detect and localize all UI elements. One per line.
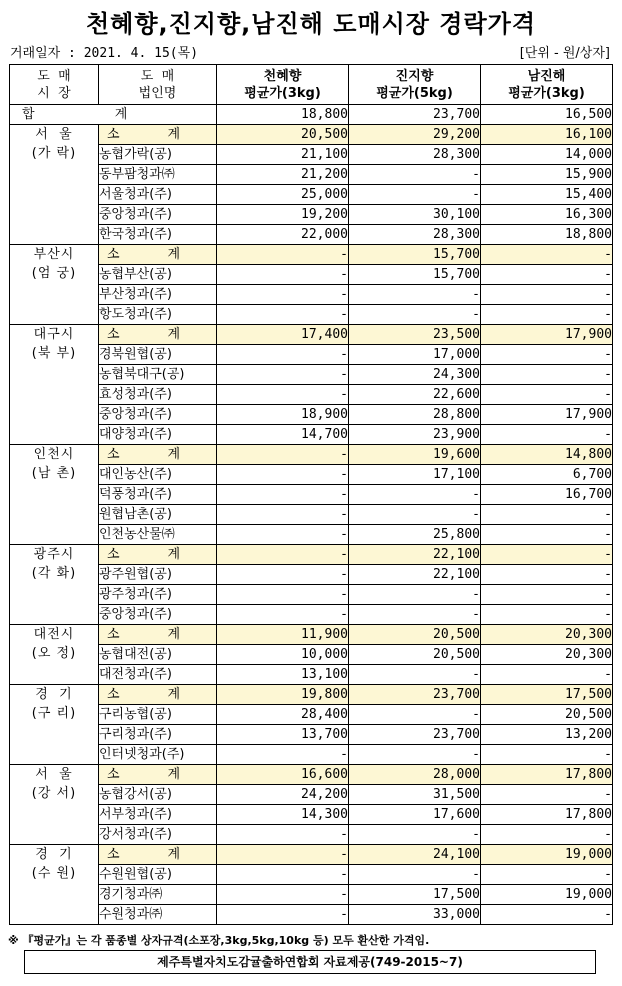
price-namjin: 17,900 xyxy=(481,405,613,425)
price-namjin: 20,300 xyxy=(481,625,613,645)
price-jinji: 31,500 xyxy=(349,785,481,805)
price-namjin: 17,800 xyxy=(481,805,613,825)
total-cheonhye: 18,800 xyxy=(217,105,349,125)
price-cheonhye: 19,800 xyxy=(217,685,349,705)
price-namjin: 19,000 xyxy=(481,885,613,905)
price-cheonhye: 13,700 xyxy=(217,725,349,745)
table-row xyxy=(10,725,613,745)
subtotal-label xyxy=(99,685,217,705)
price-jinji: - xyxy=(349,665,481,685)
table-row xyxy=(10,485,613,505)
price-jinji: - xyxy=(349,285,481,305)
price-namjin: - xyxy=(481,745,613,765)
subtotal-label-b: 계 xyxy=(167,547,182,562)
price-cheonhye: - xyxy=(217,905,349,925)
price-namjin: 16,700 xyxy=(481,485,613,505)
subtotal-label-b: 계 xyxy=(167,847,182,862)
table-row xyxy=(10,345,613,365)
price-namjin: 16,100 xyxy=(481,125,613,145)
subtotal-label-a: 소 xyxy=(107,127,122,142)
price-cheonhye: - xyxy=(217,305,349,325)
corp-name: 서부청과(주) xyxy=(99,805,217,825)
corp-name: 구리청과(주) xyxy=(99,725,217,745)
table-row xyxy=(10,265,613,285)
corp-name: 중앙청과(주) xyxy=(99,205,217,225)
table-row xyxy=(10,905,613,925)
subtotal-label-text xyxy=(99,125,182,144)
table-row xyxy=(10,525,613,545)
subtotal-label-text xyxy=(99,545,182,564)
subtotal-label xyxy=(99,125,217,145)
table-row xyxy=(10,185,613,205)
trade-date: 거래일자 : 2021. 4. 15(목) xyxy=(10,46,199,61)
market-name: 부산시 (엄 궁) xyxy=(10,245,99,325)
price-namjin: - xyxy=(481,285,613,305)
corp-name: 구리농협(공) xyxy=(99,705,217,725)
table-row xyxy=(10,205,613,225)
price-namjin: - xyxy=(481,905,613,925)
corp-name: 대양청과(주) xyxy=(99,425,217,445)
price-namjin: 17,900 xyxy=(481,325,613,345)
price-cheonhye: - xyxy=(217,445,349,465)
price-jinji: - xyxy=(349,705,481,725)
table-row xyxy=(10,165,613,185)
price-namjin: 18,800 xyxy=(481,225,613,245)
price-cheonhye: 14,300 xyxy=(217,805,349,825)
price-jinji: 29,200 xyxy=(349,125,481,145)
footnote: ※ 『평균가』는 각 품종별 상자규격(소포장,3kg,5kg,10kg 등) 모두 환산한 가격임. xyxy=(8,934,430,947)
price-namjin: - xyxy=(481,785,613,805)
market-name: 서 울 (강 서) xyxy=(10,765,99,845)
subtotal-row xyxy=(10,325,613,345)
price-jinji: - xyxy=(349,305,481,325)
price-jinji: 17,100 xyxy=(349,465,481,485)
price-jinji: - xyxy=(349,825,481,845)
price-cheonhye: 21,200 xyxy=(217,165,349,185)
price-jinji: 25,800 xyxy=(349,525,481,545)
price-namjin: - xyxy=(481,385,613,405)
price-namjin: - xyxy=(481,605,613,625)
table-row xyxy=(10,225,613,245)
subtotal-row xyxy=(10,625,613,645)
corp-name: 덕풍청과(주) xyxy=(99,485,217,505)
corp-name: 광주청과(주) xyxy=(99,585,217,605)
price-jinji: 30,100 xyxy=(349,205,481,225)
price-namjin: - xyxy=(481,825,613,845)
price-namjin: - xyxy=(481,425,613,445)
table-row xyxy=(10,645,613,665)
price-jinji: 17,000 xyxy=(349,345,481,365)
subtotal-label-text xyxy=(99,845,182,864)
price-table xyxy=(9,64,613,925)
subtotal-row xyxy=(10,125,613,145)
corp-name: 인천농산물㈜ xyxy=(99,525,217,545)
price-cheonhye: 14,700 xyxy=(217,425,349,445)
unit-label: [단위 - 원/상자] xyxy=(519,46,610,61)
price-jinji: 20,500 xyxy=(349,645,481,665)
page-title: 천혜향,진지향,남진해 도매시장 경락가격 xyxy=(85,10,537,38)
price-cheonhye: - xyxy=(217,525,349,545)
price-cheonhye: - xyxy=(217,245,349,265)
total-namjin: 16,500 xyxy=(481,105,613,125)
price-jinji: 24,300 xyxy=(349,365,481,385)
price-jinji: - xyxy=(349,485,481,505)
price-jinji: 23,700 xyxy=(349,685,481,705)
market-name: 광주시 (각 화) xyxy=(10,545,99,625)
corp-name: 농협강서(공) xyxy=(99,785,217,805)
corp-name: 농협북대구(공) xyxy=(99,365,217,385)
subtotal-label-b: 계 xyxy=(167,247,182,262)
price-jinji: - xyxy=(349,585,481,605)
price-cheonhye: 13,100 xyxy=(217,665,349,685)
table-row xyxy=(10,585,613,605)
price-jinji: 23,900 xyxy=(349,425,481,445)
price-cheonhye: - xyxy=(217,545,349,565)
corp-name: 인터넷청과(주) xyxy=(99,745,217,765)
corp-name: 대전청과(주) xyxy=(99,665,217,685)
market-name: 경 기 (구 리) xyxy=(10,685,99,765)
price-namjin: - xyxy=(481,565,613,585)
market-name: 인천시 (남 촌) xyxy=(10,445,99,545)
table-row xyxy=(10,145,613,165)
price-cheonhye: - xyxy=(217,865,349,885)
price-jinji: 20,500 xyxy=(349,625,481,645)
price-cheonhye: - xyxy=(217,265,349,285)
price-cheonhye: - xyxy=(217,285,349,305)
price-namjin: - xyxy=(481,505,613,525)
price-namjin: - xyxy=(481,365,613,385)
price-jinji: 15,700 xyxy=(349,245,481,265)
price-jinji: 22,600 xyxy=(349,385,481,405)
subtotal-label-text xyxy=(99,325,182,344)
corp-name: 항도청과(주) xyxy=(99,305,217,325)
subtotal-label-b: 계 xyxy=(167,687,182,702)
market-name: 대구시 (북 부) xyxy=(10,325,99,445)
price-namjin: 13,200 xyxy=(481,725,613,745)
price-jinji: 15,700 xyxy=(349,265,481,285)
corp-name: 동부팜청과㈜ xyxy=(99,165,217,185)
subtotal-label-text xyxy=(99,765,182,784)
corp-name: 광주원협(공) xyxy=(99,565,217,585)
subtotal-label-a: 소 xyxy=(107,327,122,342)
price-cheonhye: 17,400 xyxy=(217,325,349,345)
price-cheonhye: - xyxy=(217,485,349,505)
price-jinji: - xyxy=(349,505,481,525)
table-row xyxy=(10,605,613,625)
price-namjin: - xyxy=(481,865,613,885)
price-cheonhye: - xyxy=(217,885,349,905)
corp-name: 중앙청과(주) xyxy=(99,605,217,625)
corp-name: 농협대전(공) xyxy=(99,645,217,665)
price-cheonhye: 18,900 xyxy=(217,405,349,425)
table-row xyxy=(10,365,613,385)
header-corp: 도 매 법인명 xyxy=(99,65,217,105)
price-cheonhye: 11,900 xyxy=(217,625,349,645)
subtotal-label-a: 소 xyxy=(107,627,122,642)
source-credit: 제주특별자치도감귤출하연합회 자료제공(749-2015~7) xyxy=(24,950,596,974)
table-row xyxy=(10,865,613,885)
table-row xyxy=(10,405,613,425)
subtotal-label xyxy=(99,845,217,865)
subtotal-row xyxy=(10,445,613,465)
price-cheonhye: - xyxy=(217,365,349,385)
price-cheonhye: 20,500 xyxy=(217,125,349,145)
price-cheonhye: - xyxy=(217,825,349,845)
price-cheonhye: 16,600 xyxy=(217,765,349,785)
price-jinji: 28,300 xyxy=(349,145,481,165)
price-namjin: - xyxy=(481,585,613,605)
corp-name: 수원원협(공) xyxy=(99,865,217,885)
header-market: 도 매 시 장 xyxy=(10,65,99,105)
price-namjin: - xyxy=(481,305,613,325)
table-row xyxy=(10,465,613,485)
header-jinji: 진지향 평균가(5kg) xyxy=(349,65,481,105)
subtotal-label-a: 소 xyxy=(107,687,122,702)
price-namjin: - xyxy=(481,265,613,285)
price-namjin: 19,000 xyxy=(481,845,613,865)
price-namjin: 15,400 xyxy=(481,185,613,205)
subtotal-label-text xyxy=(99,445,182,464)
price-cheonhye: 10,000 xyxy=(217,645,349,665)
total-label-a: 합 xyxy=(22,107,35,122)
price-jinji: 23,500 xyxy=(349,325,481,345)
price-jinji: - xyxy=(349,185,481,205)
subtotal-label xyxy=(99,625,217,645)
table-row xyxy=(10,745,613,765)
price-cheonhye: 25,000 xyxy=(217,185,349,205)
price-jinji: - xyxy=(349,605,481,625)
market-name: 서 울 (가 락) xyxy=(10,125,99,245)
subtotal-row xyxy=(10,245,613,265)
price-cheonhye: - xyxy=(217,385,349,405)
price-cheonhye: - xyxy=(217,845,349,865)
price-jinji: - xyxy=(349,865,481,885)
table-row xyxy=(10,285,613,305)
subtotal-label-a: 소 xyxy=(107,247,122,262)
price-namjin: 17,500 xyxy=(481,685,613,705)
corp-name: 농협부산(공) xyxy=(99,265,217,285)
subtotal-label-text xyxy=(99,245,182,264)
price-cheonhye: - xyxy=(217,745,349,765)
subtotal-label xyxy=(99,325,217,345)
price-jinji: 23,700 xyxy=(349,725,481,745)
price-jinji: 19,600 xyxy=(349,445,481,465)
price-namjin: 17,800 xyxy=(481,765,613,785)
table-row xyxy=(10,885,613,905)
price-namjin: 20,500 xyxy=(481,705,613,725)
table-row xyxy=(10,305,613,325)
price-cheonhye: - xyxy=(217,605,349,625)
header-namjin: 남진해 평균가(3kg) xyxy=(481,65,613,105)
table-row xyxy=(10,825,613,845)
price-jinji: 28,000 xyxy=(349,765,481,785)
table-row xyxy=(10,785,613,805)
corp-name: 원협남촌(공) xyxy=(99,505,217,525)
subtotal-label-b: 계 xyxy=(167,127,182,142)
total-jinji: 23,700 xyxy=(349,105,481,125)
corp-name: 서울청과(주) xyxy=(99,185,217,205)
price-jinji: 22,100 xyxy=(349,565,481,585)
price-cheonhye: 28,400 xyxy=(217,705,349,725)
subtotal-label-b: 계 xyxy=(167,327,182,342)
price-namjin: 20,300 xyxy=(481,645,613,665)
total-label-b: 계 xyxy=(114,107,128,122)
corp-name: 강서청과(주) xyxy=(99,825,217,845)
price-cheonhye: - xyxy=(217,585,349,605)
corp-name: 경북원협(공) xyxy=(99,345,217,365)
subtotal-label xyxy=(99,765,217,785)
price-jinji: 33,000 xyxy=(349,905,481,925)
subtotal-label-a: 소 xyxy=(107,847,122,862)
corp-name: 한국청과(주) xyxy=(99,225,217,245)
subtotal-label-a: 소 xyxy=(107,767,122,782)
price-jinji: 24,100 xyxy=(349,845,481,865)
price-cheonhye: 19,200 xyxy=(217,205,349,225)
price-jinji: 22,100 xyxy=(349,545,481,565)
table-row xyxy=(10,505,613,525)
price-cheonhye: 21,100 xyxy=(217,145,349,165)
price-cheonhye: - xyxy=(217,505,349,525)
market-name: 경 기 (수 원) xyxy=(10,845,99,925)
price-cheonhye: 22,000 xyxy=(217,225,349,245)
table-row xyxy=(10,805,613,825)
subtotal-label xyxy=(99,445,217,465)
price-cheonhye: - xyxy=(217,565,349,585)
corp-name: 중앙청과(주) xyxy=(99,405,217,425)
subtotal-row xyxy=(10,845,613,865)
table-row xyxy=(10,385,613,405)
price-namjin: 14,800 xyxy=(481,445,613,465)
price-jinji: 17,600 xyxy=(349,805,481,825)
corp-name: 부산청과(주) xyxy=(99,285,217,305)
price-namjin: - xyxy=(481,525,613,545)
table-row xyxy=(10,665,613,685)
subtotal-label-b: 계 xyxy=(167,767,182,782)
corp-name: 대인농산(주) xyxy=(99,465,217,485)
subtotal-label-b: 계 xyxy=(167,627,182,642)
subtotal-label-b: 계 xyxy=(167,447,182,462)
price-jinji: - xyxy=(349,745,481,765)
total-label xyxy=(10,105,217,125)
price-cheonhye: 24,200 xyxy=(217,785,349,805)
price-cheonhye: - xyxy=(217,465,349,485)
subtotal-row xyxy=(10,545,613,565)
subtotal-label-a: 소 xyxy=(107,447,122,462)
price-jinji: 28,800 xyxy=(349,405,481,425)
corp-name: 효성청과(주) xyxy=(99,385,217,405)
price-namjin: - xyxy=(481,245,613,265)
price-namjin: - xyxy=(481,345,613,365)
subtotal-label xyxy=(99,545,217,565)
corp-name: 농협가락(공) xyxy=(99,145,217,165)
table-row xyxy=(10,425,613,445)
subtotal-label xyxy=(99,245,217,265)
subtotal-label-text xyxy=(99,625,182,644)
price-namjin: 14,000 xyxy=(481,145,613,165)
price-namjin: 6,700 xyxy=(481,465,613,485)
price-namjin: 16,300 xyxy=(481,205,613,225)
price-jinji: 17,500 xyxy=(349,885,481,905)
header-cheonhye: 천혜향 평균가(3kg) xyxy=(217,65,349,105)
market-name: 대전시 (오 정) xyxy=(10,625,99,685)
subtotal-row xyxy=(10,765,613,785)
subtotal-label-a: 소 xyxy=(107,547,122,562)
subtotal-row xyxy=(10,685,613,705)
corp-name: 수원청과㈜ xyxy=(99,905,217,925)
price-namjin: 15,900 xyxy=(481,165,613,185)
table-row xyxy=(10,705,613,725)
price-jinji: 28,300 xyxy=(349,225,481,245)
price-namjin: - xyxy=(481,545,613,565)
subtotal-label-text xyxy=(99,685,182,704)
price-namjin: - xyxy=(481,665,613,685)
corp-name: 경기청과㈜ xyxy=(99,885,217,905)
price-jinji: - xyxy=(349,165,481,185)
table-row xyxy=(10,565,613,585)
total-row xyxy=(10,105,613,125)
price-cheonhye: - xyxy=(217,345,349,365)
